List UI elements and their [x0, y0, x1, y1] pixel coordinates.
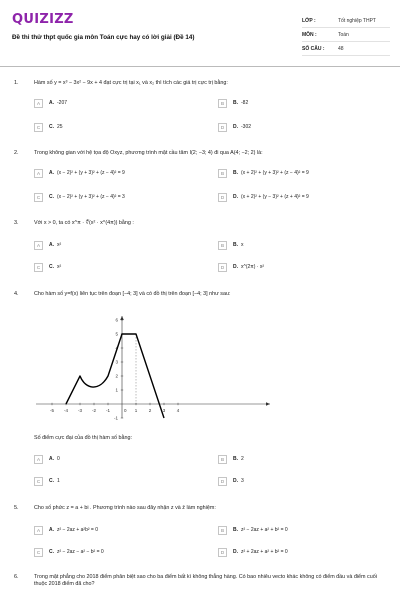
option-text: -207 [57, 100, 68, 106]
question-text: Trong mặt phẳng cho 2018 điểm phân biệt sao cho ba điểm bất kì không thẳng hàng. Có bao nhiêu vecto khác không có điểm đầu và điểm cuối thuộc 2018 điểm đã cho? [34, 574, 377, 587]
option-text: z² + 2az + a² + b² = 0 [241, 549, 288, 555]
option-row [34, 98, 390, 108]
option-box[interactable]: C [34, 263, 43, 272]
option-text: x² [57, 264, 62, 270]
y-tick-label: -1 [113, 415, 118, 421]
option-text: z² − 2az + a² + b² = 0 [241, 527, 288, 533]
option-letter: C. [49, 478, 54, 484]
option-d[interactable] [218, 262, 264, 272]
meta-value: 48 [338, 45, 344, 52]
option-letter: B. [233, 170, 238, 176]
option-row [34, 168, 390, 178]
option-letter: D. [233, 549, 238, 555]
option-box[interactable]: C [34, 548, 43, 557]
option-row [34, 454, 390, 464]
function-graph [30, 312, 280, 422]
option-text: 0 [57, 456, 60, 462]
option-box[interactable]: B [218, 526, 227, 535]
option-b[interactable] [218, 240, 244, 250]
y-tick-label: 1 [115, 387, 118, 393]
option-a[interactable] [34, 525, 98, 535]
question-text: Trong không gian với hệ tọa độ Oxyz, phương trình mặt cầu tâm I(2; −3; 4) đi qua A(4; −2; 2) là: [34, 150, 263, 156]
option-d[interactable] [218, 122, 251, 132]
option-letter: A. [49, 527, 54, 533]
question-number: 5. [14, 505, 19, 511]
option-text: z² − 2az − a² − b² = 0 [57, 549, 104, 555]
option-row [34, 547, 390, 557]
option-letter: C. [49, 194, 54, 200]
option-text: x [241, 242, 244, 248]
option-letter: D. [233, 264, 238, 270]
option-letter: D. [233, 124, 238, 130]
option-b[interactable] [218, 525, 288, 535]
option-box[interactable]: A [34, 241, 43, 250]
option-a[interactable] [34, 240, 61, 250]
option-b[interactable] [218, 98, 248, 108]
x-axis-arrow [266, 402, 270, 406]
option-text: 2 [241, 456, 244, 462]
option-row [34, 192, 390, 202]
option-box[interactable]: D [218, 548, 227, 557]
question-text-after: Số điểm cực đại của đồ thị hàm số bằng: [34, 435, 133, 441]
x-tick-label: -1 [105, 408, 111, 413]
option-c[interactable] [34, 547, 104, 557]
option-box[interactable]: B [218, 241, 227, 250]
origin-label: 0 [124, 408, 127, 413]
y-tick-label: 3 [115, 359, 118, 365]
option-letter: C. [49, 124, 54, 130]
option-b[interactable] [218, 168, 309, 178]
option-box[interactable]: D [218, 477, 227, 486]
header [0, 0, 400, 64]
option-box[interactable]: D [218, 193, 227, 202]
option-box[interactable]: A [34, 169, 43, 178]
question-number: 3. [14, 220, 19, 226]
option-box[interactable]: A [34, 99, 43, 108]
option-c[interactable] [34, 192, 125, 202]
option-letter: A. [49, 456, 54, 462]
option-text: -302 [241, 124, 252, 130]
meta-row-count [302, 42, 390, 56]
option-box[interactable]: C [34, 477, 43, 486]
x-tick-label: -3 [77, 408, 83, 413]
meta-key: MÔN : [302, 31, 317, 38]
option-letter: B. [233, 100, 238, 106]
option-row [34, 525, 390, 535]
question-number: 6. [14, 574, 19, 580]
option-a[interactable] [34, 454, 60, 464]
option-text: (x + 2)² + (y − 3)² + (z + 4)² = 9 [241, 194, 309, 200]
question-text: Với x > 0, ta có x^π · ∜(x² · x^(4π)) bằng : [34, 220, 134, 226]
x-tick-label: -2 [91, 408, 97, 413]
option-letter: B. [233, 527, 238, 533]
option-letter: C. [49, 549, 54, 555]
option-text: (x − 2)² + (y + 3)² + (z − 4)² = 9 [57, 170, 125, 176]
option-d[interactable] [218, 476, 244, 486]
option-c[interactable] [34, 122, 63, 132]
option-a[interactable] [34, 168, 125, 178]
option-row [34, 476, 390, 486]
option-a[interactable] [34, 98, 67, 108]
option-box[interactable]: C [34, 123, 43, 132]
option-box[interactable]: D [218, 123, 227, 132]
option-letter: A. [49, 170, 54, 176]
x-tick-label: 3 [162, 408, 166, 413]
option-c[interactable] [34, 476, 60, 486]
y-axis-arrow [120, 316, 124, 320]
option-text: 1 [57, 478, 60, 484]
question-number: 1. [14, 80, 19, 86]
x-tick-label: 1 [134, 408, 138, 413]
y-tick-label: 2 [115, 373, 118, 379]
option-row [34, 240, 390, 250]
option-letter: A. [49, 100, 54, 106]
graph-layer [36, 316, 270, 421]
option-box[interactable]: B [218, 99, 227, 108]
quizizz-logo: QUIZIZZ [12, 12, 74, 27]
question-text: Cho số phức z = a + bi . Phương trình nào sau đây nhận z và z̄ làm nghiệm: [34, 505, 216, 511]
option-b[interactable] [218, 454, 244, 464]
meta-table [302, 14, 390, 56]
option-text: z² − 2az + a²b² = 0 [57, 527, 98, 533]
option-text: x² [57, 242, 62, 248]
meta-key: LỚP : [302, 17, 316, 24]
question-text: Hàm số y = x³ − 3x² − 9x + 4 đạt cực trị tại x₁ và x₂ thì tích các giá trị cực trị bằng: [34, 80, 228, 86]
y-tick-label: 4 [115, 345, 118, 351]
option-d[interactable] [218, 192, 309, 202]
y-tick-label: 5 [115, 331, 118, 337]
meta-value: Toán [338, 31, 349, 38]
option-text: 25 [57, 124, 63, 130]
header-divider [0, 66, 400, 67]
option-letter: C. [49, 264, 54, 270]
option-text: (x − 2)² + (y + 3)² + (z − 4)² = 3 [57, 194, 125, 200]
meta-row-subject [302, 28, 390, 42]
question-number: 2. [14, 150, 19, 156]
option-letter: D. [233, 478, 238, 484]
option-text: (x + 2)² + (y + 3)² + (z − 4)² = 9 [241, 170, 309, 176]
option-letter: B. [233, 456, 238, 462]
option-text: -82 [241, 100, 249, 106]
option-letter: B. [233, 242, 238, 248]
option-row [34, 122, 390, 132]
option-row [34, 262, 390, 272]
option-letter: A. [49, 242, 54, 248]
meta-key: SỐ CÂU : [302, 45, 325, 52]
option-box[interactable]: D [218, 263, 227, 272]
meta-row-class [302, 14, 390, 28]
page-title: Đề thi thử thpt quốc gia môn Toán cực hay có lời giải (Đề 14) [12, 34, 195, 41]
option-d[interactable] [218, 547, 288, 557]
x-tick-label: 2 [148, 408, 152, 413]
option-letter: D. [233, 194, 238, 200]
x-tick-label: -5 [49, 408, 55, 413]
x-tick-label: -4 [63, 408, 69, 413]
option-text: x^(2π) · x² [241, 264, 265, 270]
meta-value: Tốt nghiệp THPT [338, 17, 376, 24]
option-c[interactable] [34, 262, 61, 272]
option-box[interactable]: B [218, 169, 227, 178]
question-text: Cho hàm số y=f(x) liên tục trên đoạn [−4; 3] và có đồ thị trên đoạn [−4; 3] như sau: [34, 291, 231, 297]
option-box[interactable]: C [34, 193, 43, 202]
option-box[interactable]: A [34, 526, 43, 535]
y-tick-label: 6 [115, 317, 118, 323]
option-box[interactable]: A [34, 455, 43, 464]
question-number: 4. [14, 291, 19, 297]
x-tick-label: 4 [176, 408, 180, 413]
option-text: 3 [241, 478, 244, 484]
option-box[interactable]: B [218, 455, 227, 464]
